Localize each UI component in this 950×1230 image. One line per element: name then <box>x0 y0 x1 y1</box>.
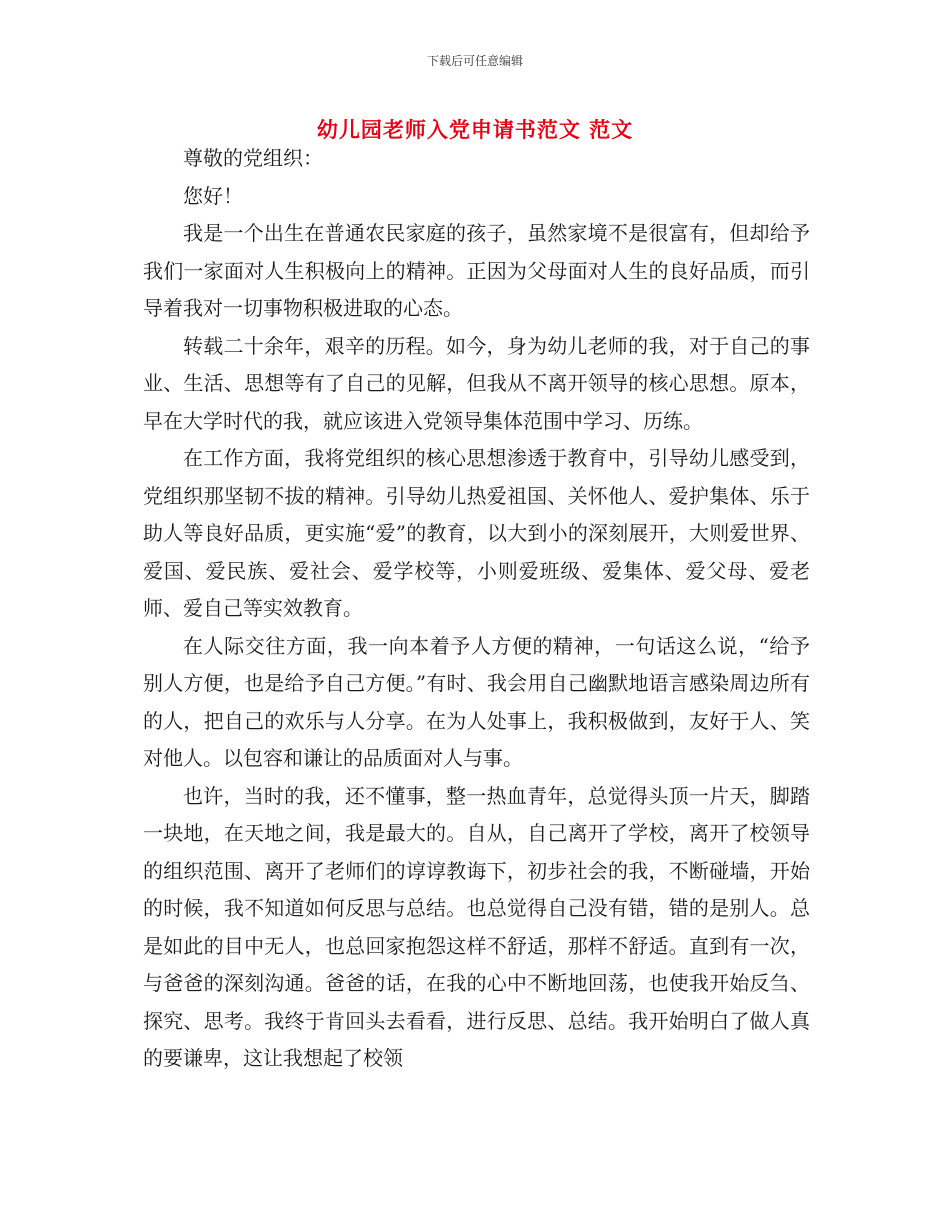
document-body <box>143 140 810 1078</box>
paragraph-interpersonal: 在人际交往方面，我一向本着予人方便的精神，一句话这么说，“给予别人方便，也是给予自己方便。”有时、我会用自己幽默地语言感染周边所有的人，把自己的欢乐与人分享。在为人处事上，我积极做到，友好于人、笑对他人。以包容和谦让的品质面对人与事。 <box>143 633 810 770</box>
paragraph-reflection: 也许，当时的我，还不懂事，整一热血青年，总觉得头顶一片天，脚踏一块地，在天地之间，我是最大的。自从，自己离开了学校，离开了校领导的组织范围、离开了老师们的谆谆教诲下，初步社会的我，不断碰墙，开始的时候，我不知道如何反思与总结。也总觉得自己没有错，错的是别人。总是如此的目中无人，也总回家抱怨这样不舒适，那样不舒适。直到有一次，与爸爸的深刻沟通。爸爸的话，在我的心中不断地回荡，也使我开始反刍、探究、思考。我终于肯回头去看看，进行反思、总结。我开始明白了做人真的要谦卑，这让我想起了校领 <box>143 783 810 1070</box>
paragraph-career: 转载二十余年，艰辛的历程。如今，身为幼儿老师的我，对于自己的事业、生活、思想等有了自己的见解，但我从不离开领导的核心思想。原本，早在大学时代的我，就应该进入党领导集体范围中学习、历练。 <box>143 333 810 433</box>
document-title: 幼儿园老师入党申请书范文 范文 <box>316 117 634 142</box>
page-header-note: 下载后可任意编辑 <box>426 54 523 68</box>
salutation: 尊敬的党组织： <box>183 146 323 170</box>
greeting: 您好！ <box>183 183 243 208</box>
paragraph-family-background: 我是一个出生在普通农民家庭的孩子，虽然家境不是很富有，但却给予我们一家面对人生积极向上的精神。正因为父母面对人生的良好品质，而引导着我对一切事物积极进取的心态。 <box>143 221 810 320</box>
paragraph-work: 在工作方面，我将党组织的核心思想渗透于教育中，引导幼儿感受到，党组织那坚韧不拔的精神。引导幼儿热爱祖国、关怀他人、爱护集体、乐于助人等良好品质，更实施“爱”的教育，以大到小的深刻展开，大则爱世界、爱国、爱民族、爱社会、爱学校等，小则爱班级、爱集体、爱父母、爱老师、爱自己等实效教育。 <box>143 446 810 620</box>
